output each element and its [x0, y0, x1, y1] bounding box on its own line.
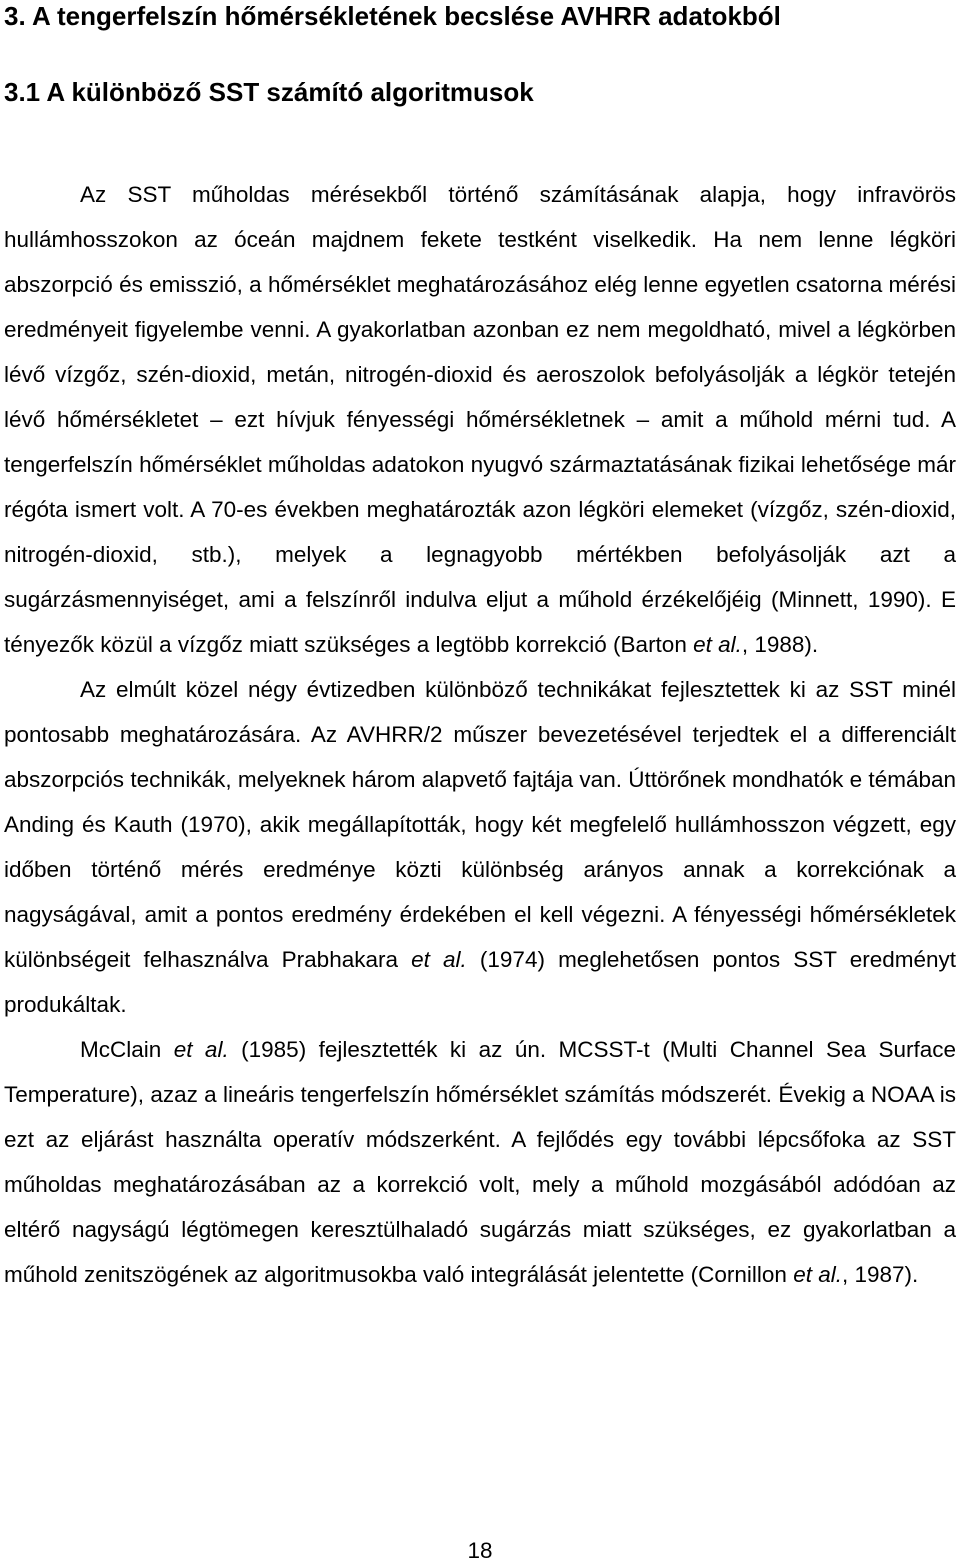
paragraph-3 [4, 1027, 956, 1297]
page-number: 18 [467, 1538, 493, 1563]
paragraph-2-text: Az elmúlt közel négy évtizedben különböző technikákat fejlesztettek ki az SST minél pontosabb meghatározására. Az AVHRR/2 műszer bevezetésével terjedtek el a differenciált abszorpciós technikák, melyeknek három alapvető fajtája van. Úttörőnek mondhatók e témában Anding és Kauth (1970), akik megállapították, hogy két megfelelő hullámhosszon végzett, egy időben történő mérés eredménye közti különbség arányos annak a korrekciónak a nagyságával, amit a pontos eredmény érdekében el kell végezni. A fényességi hőmérsékletek különbségeit felhasználva Prabhakara [4, 677, 956, 972]
paragraph-3-italic-2: et al. [793, 1262, 842, 1287]
paragraph-2-italic: et al. [411, 947, 467, 972]
paragraph-3-text: McClain [80, 1037, 174, 1062]
paragraph-3-mid: (1985) fejlesztették ki az ún. MCSST-t (Multi Channel Sea Surface Temperature), azaz a lineáris tengerfelszín hőmérséklet számítás módszerét. Évekig a NOAA is ezt az eljárást használta operatív módszerként. A fejlődés egy további lépcsőfoka az SST műholdas meghatározásában az a korrekció volt, mely a műhold mozgásából adódóan az eltérő nagyságú légtömegen keresztülhaladó sugárzás miatt szükséges, ez gyakorlatban a műhold zenitszögének az algoritmusokba való integrálását jelentette (Cornillon [4, 1037, 956, 1287]
paragraph-3-end: , 1987). [841, 1262, 919, 1287]
paragraph-1-text: Az SST műholdas mérésekből történő számításának alapja, hogy infravörös hullámhosszokon az óceán majdnem fekete testként viselkedik. Ha nem lenne légköri abszorpció és emisszió, a hőmérséklet meghatározásához elég lenne egyetlen csatorna mérési eredményeit figyelembe venni. A gyakorlatban azonban ez nem megoldható, mivel a légkörben lévő vízgőz, szén-dioxid, metán, nitrogén-dioxid és aeroszolok befolyásolják a légkör tetején lévő hőmérsékletet – ezt hívjuk fényességi hőmérsékletnek – amit a műhold mérni tud. A tengerfelszín hőmérséklet műholdas adatokon nyugvó származtatásának fizikai lehetősége már régóta ismert volt. A 70-es években meghatározták azon légköri elemeket (vízgőz, szén-dioxid, nitrogén-dioxid, stb.), melyek a legnagyobb mértékben befolyásolják azt a sugárzásmennyiséget, ami a felszínről indulva eljut a műhold érzékelőjéig (Minnett, 1990). E tényezők közül a vízgőz miatt szükséges a legtöbb korrekció (Barton [4, 182, 956, 657]
paragraph-1 [4, 172, 956, 667]
paragraph-2-end: (1974) meglehetősen pontos SST eredményt produkáltak. [4, 947, 957, 1017]
section-heading: 3.1 A különböző SST számító algoritmusok [4, 77, 534, 107]
paragraph-1-end: , 1988). [741, 632, 819, 657]
paragraph-2 [4, 667, 956, 1027]
paragraph-3-italic: et al. [173, 1037, 229, 1062]
body-text [4, 172, 956, 1297]
chapter-heading: 3. A tengerfelszín hőmérsékletének becslése AVHRR adatokból [4, 1, 781, 31]
paragraph-1-italic: et al. [693, 632, 742, 657]
